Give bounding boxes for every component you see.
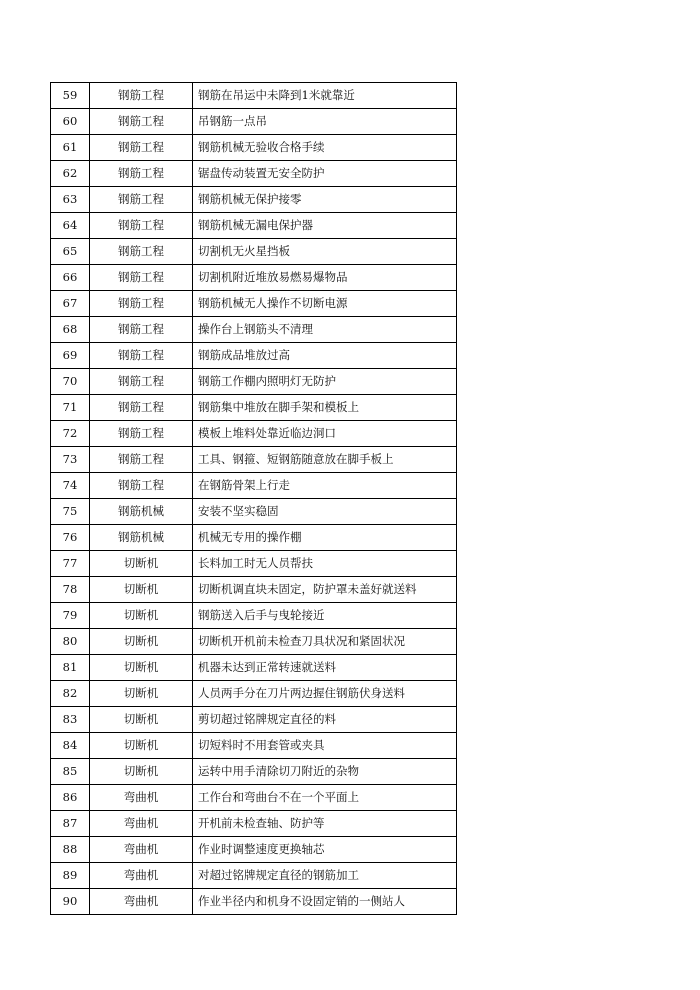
- table-row: [51, 421, 457, 447]
- category-cell: 切断机: [90, 629, 193, 655]
- description-cell: 钢筋成品堆放过高: [193, 343, 457, 369]
- table-row: [51, 889, 457, 915]
- category-cell: 切断机: [90, 707, 193, 733]
- description-cell: 剪切超过铭牌规定直径的料: [193, 707, 457, 733]
- row-number-cell: 84: [51, 733, 90, 759]
- category-cell: 钢筋机械: [90, 525, 193, 551]
- row-number-cell: 61: [51, 135, 90, 161]
- table-row: [51, 109, 457, 135]
- table-row: [51, 473, 457, 499]
- hazard-table-body: [51, 83, 457, 915]
- description-cell: 长料加工时无人员帮扶: [193, 551, 457, 577]
- description-cell: 人员两手分在刀片两边握住钢筋伏身送料: [193, 681, 457, 707]
- table-row: [51, 343, 457, 369]
- description-cell: 工作台和弯曲台不在一个平面上: [193, 785, 457, 811]
- table-row: [51, 499, 457, 525]
- table-row: [51, 395, 457, 421]
- category-cell: 钢筋工程: [90, 135, 193, 161]
- row-number-cell: 72: [51, 421, 90, 447]
- description-cell: 作业时调整速度更换轴芯: [193, 837, 457, 863]
- category-cell: 钢筋工程: [90, 161, 193, 187]
- description-cell: 安装不坚实稳固: [193, 499, 457, 525]
- row-number-cell: 71: [51, 395, 90, 421]
- table-row: [51, 447, 457, 473]
- row-number-cell: 83: [51, 707, 90, 733]
- description-cell: 锯盘传动装置无安全防护: [193, 161, 457, 187]
- table-row: [51, 551, 457, 577]
- category-cell: 弯曲机: [90, 889, 193, 915]
- row-number-cell: 65: [51, 239, 90, 265]
- row-number-cell: 60: [51, 109, 90, 135]
- description-cell: 模板上堆料处靠近临边洞口: [193, 421, 457, 447]
- description-cell: 对超过铭牌规定直径的钢筋加工: [193, 863, 457, 889]
- row-number-cell: 73: [51, 447, 90, 473]
- row-number-cell: 90: [51, 889, 90, 915]
- category-cell: 钢筋工程: [90, 83, 193, 109]
- table-row: [51, 577, 457, 603]
- table-row: [51, 655, 457, 681]
- table-row: [51, 629, 457, 655]
- category-cell: 弯曲机: [90, 785, 193, 811]
- table-row: [51, 785, 457, 811]
- category-cell: 弯曲机: [90, 837, 193, 863]
- hazard-table: [50, 82, 457, 915]
- description-cell: 切短料时不用套管或夹具: [193, 733, 457, 759]
- row-number-cell: 67: [51, 291, 90, 317]
- category-cell: 钢筋工程: [90, 265, 193, 291]
- row-number-cell: 77: [51, 551, 90, 577]
- row-number-cell: 82: [51, 681, 90, 707]
- row-number-cell: 80: [51, 629, 90, 655]
- table-row: [51, 525, 457, 551]
- description-cell: 切割机附近堆放易燃易爆物品: [193, 265, 457, 291]
- category-cell: 钢筋工程: [90, 239, 193, 265]
- category-cell: 弯曲机: [90, 811, 193, 837]
- description-cell: 开机前未检查轴、防护等: [193, 811, 457, 837]
- category-cell: 钢筋工程: [90, 187, 193, 213]
- category-cell: 钢筋工程: [90, 109, 193, 135]
- description-cell: 切断机调直块未固定，防护罩未盖好就送料: [193, 577, 457, 603]
- description-cell: 切断机开机前未检查刀具状况和紧固状况: [193, 629, 457, 655]
- category-cell: 弯曲机: [90, 863, 193, 889]
- table-row: [51, 811, 457, 837]
- category-cell: 切断机: [90, 681, 193, 707]
- row-number-cell: 86: [51, 785, 90, 811]
- category-cell: 钢筋工程: [90, 369, 193, 395]
- category-cell: 切断机: [90, 733, 193, 759]
- description-cell: 吊钢筋一点吊: [193, 109, 457, 135]
- description-cell: 作业半径内和机身不设固定销的一侧站人: [193, 889, 457, 915]
- row-number-cell: 75: [51, 499, 90, 525]
- row-number-cell: 81: [51, 655, 90, 681]
- table-row: [51, 317, 457, 343]
- description-cell: 钢筋送入后手与曳轮接近: [193, 603, 457, 629]
- table-row: [51, 213, 457, 239]
- description-cell: 钢筋工作棚内照明灯无防护: [193, 369, 457, 395]
- category-cell: 钢筋工程: [90, 447, 193, 473]
- table-row: [51, 187, 457, 213]
- row-number-cell: 88: [51, 837, 90, 863]
- row-number-cell: 59: [51, 83, 90, 109]
- table-row: [51, 733, 457, 759]
- row-number-cell: 89: [51, 863, 90, 889]
- table-row: [51, 265, 457, 291]
- category-cell: 钢筋机械: [90, 499, 193, 525]
- description-cell: 钢筋机械无人操作不切断电源: [193, 291, 457, 317]
- table-row: [51, 239, 457, 265]
- table-row: [51, 681, 457, 707]
- row-number-cell: 62: [51, 161, 90, 187]
- category-cell: 切断机: [90, 577, 193, 603]
- row-number-cell: 74: [51, 473, 90, 499]
- description-cell: 运转中用手清除切刀附近的杂物: [193, 759, 457, 785]
- category-cell: 切断机: [90, 603, 193, 629]
- row-number-cell: 68: [51, 317, 90, 343]
- table-row: [51, 603, 457, 629]
- table-row: [51, 707, 457, 733]
- description-cell: 钢筋集中堆放在脚手架和模板上: [193, 395, 457, 421]
- description-cell: 钢筋机械无验收合格手续: [193, 135, 457, 161]
- category-cell: 切断机: [90, 759, 193, 785]
- category-cell: 钢筋工程: [90, 317, 193, 343]
- table-row: [51, 863, 457, 889]
- table-row: [51, 83, 457, 109]
- table-row: [51, 837, 457, 863]
- table-row: [51, 135, 457, 161]
- category-cell: 钢筋工程: [90, 291, 193, 317]
- description-cell: 在钢筋骨架上行走: [193, 473, 457, 499]
- category-cell: 切断机: [90, 655, 193, 681]
- table-row: [51, 291, 457, 317]
- category-cell: 钢筋工程: [90, 421, 193, 447]
- description-cell: 机械无专用的操作棚: [193, 525, 457, 551]
- description-cell: 切割机无火星挡板: [193, 239, 457, 265]
- description-cell: 钢筋机械无保护接零: [193, 187, 457, 213]
- row-number-cell: 79: [51, 603, 90, 629]
- row-number-cell: 64: [51, 213, 90, 239]
- table-row: [51, 369, 457, 395]
- category-cell: 钢筋工程: [90, 213, 193, 239]
- row-number-cell: 70: [51, 369, 90, 395]
- description-cell: 操作台上钢筋头不清理: [193, 317, 457, 343]
- category-cell: 切断机: [90, 551, 193, 577]
- row-number-cell: 78: [51, 577, 90, 603]
- category-cell: 钢筋工程: [90, 343, 193, 369]
- description-cell: 机器未达到正常转速就送料: [193, 655, 457, 681]
- description-cell: 钢筋机械无漏电保护器: [193, 213, 457, 239]
- description-cell: 工具、钢箍、短钢筋随意放在脚手板上: [193, 447, 457, 473]
- table-row: [51, 161, 457, 187]
- category-cell: 钢筋工程: [90, 473, 193, 499]
- row-number-cell: 66: [51, 265, 90, 291]
- description-cell: 钢筋在吊运中未降到1米就靠近: [193, 83, 457, 109]
- row-number-cell: 76: [51, 525, 90, 551]
- category-cell: 钢筋工程: [90, 395, 193, 421]
- row-number-cell: 69: [51, 343, 90, 369]
- row-number-cell: 63: [51, 187, 90, 213]
- row-number-cell: 87: [51, 811, 90, 837]
- table-row: [51, 759, 457, 785]
- row-number-cell: 85: [51, 759, 90, 785]
